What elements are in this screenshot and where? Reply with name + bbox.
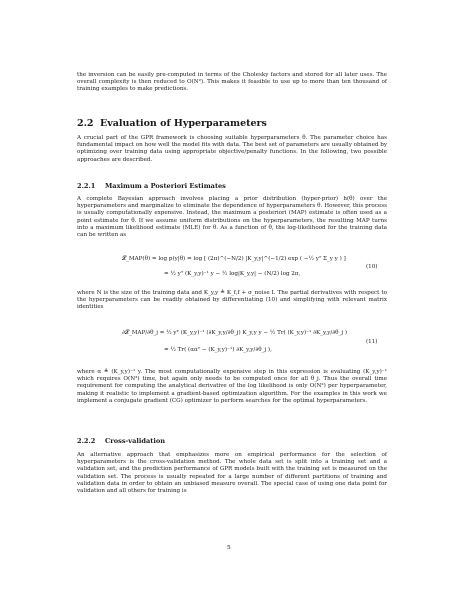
equation-11-number: (11) bbox=[366, 339, 378, 345]
paragraph-after-eq11: where α ≜ (K_y,y)⁻¹ y. The most computationally expensive step in this expression is evaluating (K_y,y)⁻¹ which requires O(N³) time, but again only needs to be computed once for all θ_j. Thus the overall time requirement for computing the analytical derivative of the log likelihood is only O(N²) per hyperparameter, making it realistic to implement a gradient-based optimization algorithm. For the examples in this work we implement a conjugate gradient (CG) optimizer to perform searches for the optimal hyperparameters. bbox=[77, 369, 387, 404]
paragraph-cross-validation: An alternative approach that emphasizes more on empirical performance for the selection of hyperparameters is the cross-validation method. The whole data set is split into a training set and a validation set, and the prediction performance of GPR models built with the training set is measured on the validation set. The process is usually repeated for a large number of different partitions of training and validation data in order to obtain an unbiased measure overall. The special case of using one data point for validation and all others for training is bbox=[77, 452, 387, 495]
equation-11-line-2: = ½ Tr( (ααᵀ − (K_y,y)⁻¹) ∂K_y,y/∂θ_j ), bbox=[164, 347, 272, 353]
page-number: 5 bbox=[227, 545, 231, 551]
subsection-number: 2.2.1 bbox=[77, 182, 96, 190]
section-title: Evaluation of Hyperparameters bbox=[100, 118, 267, 129]
subsection-title-2: Cross-validation bbox=[105, 437, 166, 445]
equation-10-line-2: = ½ yᵀ (K_y,y)⁻¹ y − ½ log|K_y,y| − (N/2) log 2π, bbox=[164, 271, 301, 277]
equation-10-number: (10) bbox=[366, 264, 378, 270]
subsection-number-2: 2.2.2 bbox=[77, 437, 96, 445]
paragraph-section-intro: A crucial part of the GPR framework is choosing suitable hyperparameters θ. The parameter choice has fundamental impact on how well the model fits with data. The best set of parameters are usually obtained by optimizing over training data using appropriate objective/penalty functions. In the following, two possible approaches are described. bbox=[77, 135, 387, 163]
equation-11-line-1: ∂𝓛_MAP/∂θ_j = ½ yᵀ (K_y,y)⁻¹ (∂K_y,y/∂θ_j) K_y,y y − ½ Tr( (K_y,y)⁻¹ ∂K_y,y/∂θ_j ) bbox=[122, 330, 348, 336]
subsection-title: Maximum a Posteriori Estimates bbox=[105, 182, 226, 190]
paragraph-top: the inversion can be easily pre-computed in terms of the Cholesky factors and stored for all later uses. The overall complexity is then reduced to O(N²). This makes it feasible to use up to more than ten thousand of training examples to make predictions. bbox=[77, 72, 387, 93]
section-number: 2.2 bbox=[77, 118, 94, 129]
equation-10-line-1: 𝓛_MAP(θ) = log p(y|θ) = log [ (2π)^(−N/2) |K_y,y|^(−1/2) exp ( −½ yᵀ Σ_y y ) ] bbox=[122, 256, 346, 262]
paragraph-map: A complete Bayesian approach involves placing a prior distribution (hyper-prior) h(θ) over the hyperparameters and marginalize to eliminate the dependence of hyperparameters θ. However, this process is usually computationally expensive. Instead, the maximum a posteriori (MAP) estimate is often used as a point estimate for θ. If we assume uniform distributions on the hyperparameters, the resulting MAP turns into a maximum likelihood estimate (MLE) for θ. As a function of θ, the log-likelihood for the training data can be written as bbox=[77, 196, 387, 239]
paragraph-after-eq10: where N is the size of the training data and K_y,y ≜ K_f,f + σ_noise I. The partial derivatives with respect to the hyperparameters can be readily obtained by differentiating (10) and simplifying with relevant matrix identities bbox=[77, 290, 387, 311]
